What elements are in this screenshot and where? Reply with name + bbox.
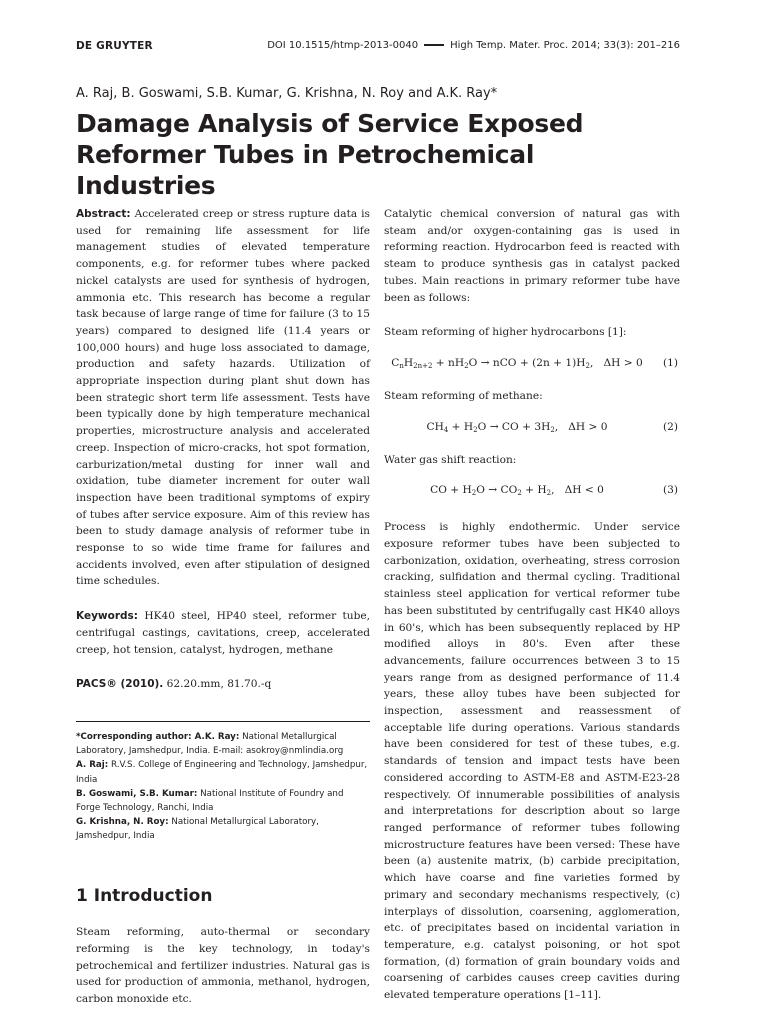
- equation-number: (2): [662, 420, 678, 433]
- section-heading-introduction: 1 Introduction: [76, 885, 213, 906]
- footnote-item: B. Goswami, S.B. Kumar: National Institute of Foundry and Forge Technology, Ranchi, India: [76, 788, 344, 813]
- keywords-text: HK40 steel, HP40 steel, reformer tube, centrifugal castings, cavitations, creep, accelerated creep, hot tension, catalyst, hydrogen, methane: [76, 610, 370, 656]
- keywords-label: Keywords:: [76, 610, 138, 623]
- article-title: Damage Analysis of Service Exposed Reformer Tubes in Petrochemical Industries: [76, 109, 584, 200]
- equation-formula: $C_nH_{2n+2} + nH_2O$ → nCO + $(2n + 1)H_2$, ΔH > 0: [391, 356, 643, 370]
- pacs-text: 62.20.mm, 81.70.-q: [166, 678, 272, 691]
- abstract-text: Accelerated creep or stress rupture data is used for remaining life assessment for life management studies of elevated temperature components, e.g. for reformer tubes where packed nickel catalysts are used for synthesis of hydrogen, ammonia etc. This research has become a regular task because of large range of time for failure (3 to 15 years) compared to designed life (11.4 years or 100,000 hours) and huge loss associated to damage, production and safety hazards. Utilization of appropriate inspection during plant shut down has been strategic short term life assessment. Tests have been typically done by high temperature mechanical properties, microstructure analysis and accelerated creep. Inspection of micro-cracks, hot spot formation, carburization/metal dusting for inner wall and oxidation, tube diameter increment for outer wall inspection have been traditional symptoms of expiry of tubes after service exposure. Aim of this review has been to study damage analysis of reformer tube in response to so wide time frame for failures and accidents involved, even after stipulation of designed time schedules.: [76, 208, 370, 588]
- authors: A. Raj, B. Goswami, S.B. Kumar, G. Krishna, N. Roy and A.K. Ray*: [76, 86, 498, 101]
- equation-number: (3): [662, 484, 678, 497]
- equation: [384, 482, 680, 499]
- footnotes: [76, 730, 370, 844]
- pacs: [76, 676, 370, 693]
- doi: DOI 10.1515/htmp-2013-0040: [267, 40, 419, 51]
- introduction-paragraph: Steam reforming, auto-thermal or secondary reforming is the key technology, in today's petrochemical and fertilizer industries. Natural gas is used for production of ammonia, methanol, hydrogen, carbon monoxide etc.: [76, 926, 370, 1006]
- abstract-label: Abstract:: [76, 208, 131, 220]
- footnote-item: A. Raj: R.V.S. College of Engineering and Technology, Jamshedpur, India: [76, 760, 368, 785]
- pacs-label: PACS® (2010).: [76, 678, 164, 691]
- equation-formula: CO + $H_2O \to CO_2 + H_2$, ΔH < 0: [430, 484, 604, 498]
- abstract: [76, 206, 370, 590]
- right-column: [384, 206, 680, 1004]
- equation-intro: Steam reforming of higher hydrocarbons [1]:: [384, 326, 627, 339]
- body-paragraph: Catalytic chemical conversion of natural gas with steam and/or oxygen-containing gas is used in reforming reaction. Hydrocarbon feed is reacted with steam to produce synthesis gas in catalyst packed tubes. Main reactions in primary reformer tube have been as follows:: [384, 208, 680, 304]
- equation: [384, 355, 680, 372]
- equation: [384, 419, 680, 436]
- equation-intro: Water gas shift reaction:: [384, 453, 517, 466]
- body-paragraph: Process is highly endothermic. Under service exposure reformer tubes have been subjected to carbonization, oxidation, overheating, stress corrosion cracking, sulfidation and thermal cycling. Traditional stainless steel application for vertical reformer tube has been substituted by centrifugally cast HK40 alloys in 60's, which has been subsequently replaced by HP modified alloys in 80's. Even after these advancements, failure occurrences between 3 to 15 years range from as designed performance of 11.4 years, these alloy tubes have been subjected for inspection, assessment and reassessment of acceptable life during operations. Various standards have been considered for test of these tubes, e.g. standards of tension and impact tests have been considered according to ASTM-E8 and ASTM-E23-28 respectively. Of innumerable possibilities of analysis and interpretations for description about so large ranged performance of reformer tubes following microstructure features have been versed: These have been (a) austenite matrix, (b) carbide precipitation, which have coarse and fine varieties formed by primary and secondary mechanisms respectively, (c) interplays of dissolution, coarsening, agglomeration, etc. of precipitates based on incidental variation in temperature, e.g. catalyst poisoning, or hot spot formation, (d) formation of grain boundary voids and coarsening of carbides causes creep cavities during elevated temperature operations [1–11].: [384, 521, 680, 1002]
- left-column: [76, 206, 370, 1008]
- keywords: [76, 608, 370, 658]
- doi-citation-line: [267, 40, 680, 51]
- separator-dash: [424, 44, 444, 46]
- journal-citation: High Temp. Mater. Proc. 2014; 33(3): 201–216: [450, 40, 680, 51]
- footnote-rule: [76, 721, 370, 722]
- footnote-item: *Corresponding author: A.K. Ray: National Metallurgical Laboratory, Jamshedpur, India. E-mail: asokroy@nmlindia.org: [76, 731, 344, 757]
- equation-intro: Steam reforming of methane:: [384, 389, 543, 402]
- equation-number: (1): [662, 356, 678, 369]
- publisher-name: DE GRUYTER: [76, 40, 153, 52]
- equation-formula: $CH_4 + H_2O$ → CO + $3H_2$, ΔH > 0: [426, 420, 608, 434]
- footnote-item: G. Krishna, N. Roy: National Metallurgical Laboratory, Jamshedpur, India: [76, 817, 319, 842]
